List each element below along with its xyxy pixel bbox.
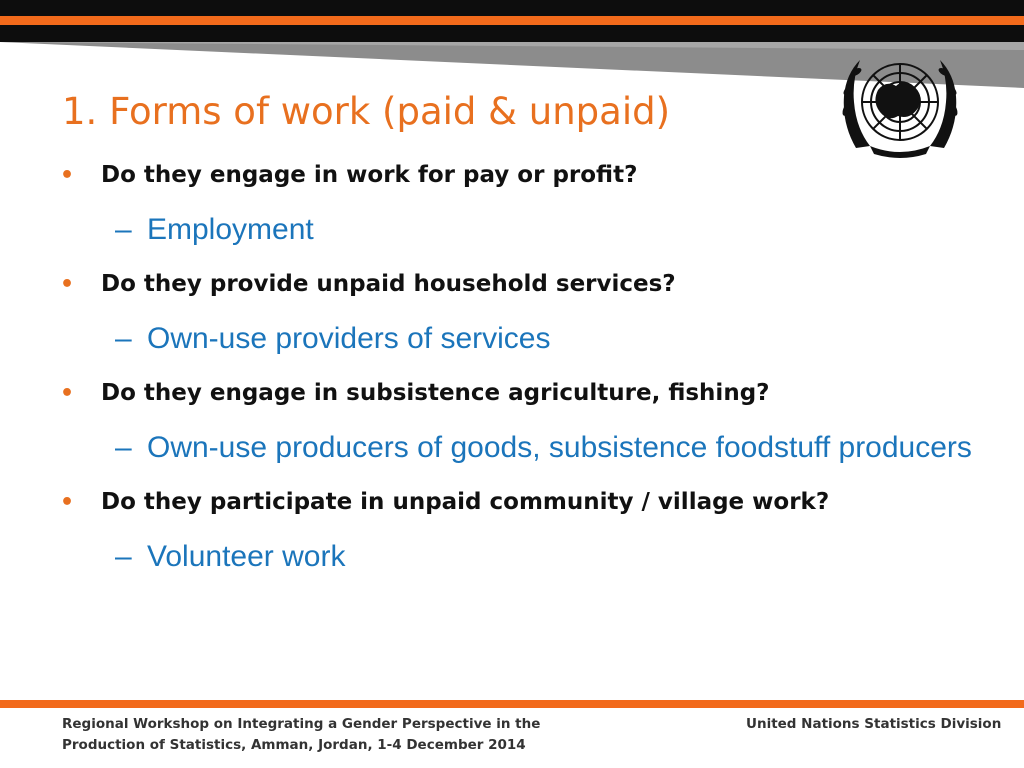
question-item — [60, 482, 1020, 523]
dash-icon: – — [115, 431, 132, 464]
dash-icon: – — [115, 322, 132, 355]
dash-icon: – — [115, 540, 132, 573]
footer-accent-bar — [0, 700, 1024, 708]
answer-item — [60, 414, 1020, 482]
bullet-icon: • — [60, 272, 75, 297]
slide-title: 1. Forms of work (paid & unpaid) — [62, 90, 671, 133]
answer-text: Own-use providers of services — [147, 322, 551, 355]
bullet-icon: • — [60, 490, 75, 515]
question-text: Do they participate in unpaid community / village work? — [101, 489, 830, 515]
answer-text: Employment — [147, 213, 314, 246]
bullet-list — [60, 155, 1020, 591]
answer-item — [60, 523, 1020, 591]
question-text: Do they engage in work for pay or profit? — [101, 162, 638, 188]
answer-text: Own-use producers of goods, subsistence foodstuff producers — [147, 431, 972, 464]
bullet-icon: • — [60, 381, 75, 406]
question-item — [60, 264, 1020, 305]
dash-icon: – — [115, 213, 132, 246]
answer-text: Volunteer work — [147, 540, 346, 573]
question-item — [60, 373, 1020, 414]
question-item — [60, 155, 1020, 196]
footer-organization-text: United Nations Statistics Division — [746, 716, 1002, 732]
footer-event-text: Regional Workshop on Integrating a Gender Perspective in the Production of Statistics, Amman, Jordan, 1-4 December 2014 — [62, 716, 541, 753]
bullet-icon: • — [60, 163, 75, 188]
question-text: Do they provide unpaid household services? — [101, 271, 676, 297]
un-emblem-icon — [834, 50, 966, 162]
answer-item — [60, 196, 1020, 264]
question-text: Do they engage in subsistence agriculture, fishing? — [101, 380, 770, 406]
answer-item — [60, 305, 1020, 373]
